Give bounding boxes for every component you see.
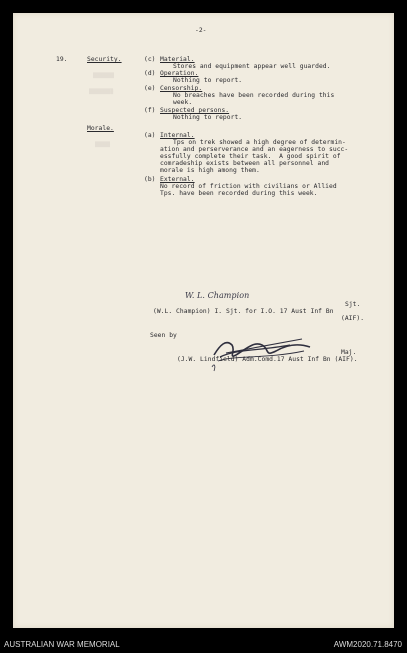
morale-item-b-text-2: Tps. have been recorded during this week.	[160, 190, 318, 197]
morale-item-a-text-5: morale is high among them.	[160, 167, 260, 174]
margin-stamp: ▒▒▒▒▒	[95, 142, 111, 148]
page-number: -2-	[195, 27, 207, 34]
security-item-c-title: Material.	[160, 56, 195, 63]
security-item-f-title: Suspected persons.	[160, 107, 230, 114]
paragraph-number: 19.	[56, 56, 68, 63]
archive-reference: AWM2020.71.8470	[333, 640, 402, 649]
morale-item-b-letter: (b)	[144, 176, 156, 183]
security-item-e-text-1: No breaches have been recorded during this	[173, 92, 335, 99]
security-item-e-letter: (e)	[144, 85, 156, 92]
morale-item-a-letter: (a)	[144, 132, 156, 139]
security-item-c-letter: (c)	[144, 56, 156, 63]
morale-item-a-text-4: comradeship exists between all personnel and	[160, 160, 330, 167]
morale-item-a-title: Internal.	[160, 132, 195, 139]
morale-item-b-text-1: No record of friction with civilians or Allied	[160, 183, 337, 190]
security-item-e-text-2: week.	[173, 99, 193, 106]
handwritten-signature-lindfield	[206, 325, 326, 373]
signature1-line2: (AIF).	[341, 315, 365, 322]
signature1-rank: Sjt.	[345, 301, 361, 308]
security-item-c-text: Stores and equipment appear well guarded.	[173, 63, 331, 70]
morale-item-a-text-3: essfully complete their task. A good spirit of	[160, 153, 341, 160]
morale-heading: Morale.	[87, 125, 114, 132]
signature2-rank: Maj.	[341, 349, 357, 356]
security-item-f-letter: (f)	[144, 107, 156, 114]
margin-stamp: ▒▒▒▒▒▒▒▒	[89, 89, 114, 95]
handwritten-signature-champion: W. L. Champion	[185, 291, 250, 300]
margin-stamp: ▒▒▒▒▒▒▒	[93, 73, 115, 79]
security-item-d-text: Nothing to report.	[173, 77, 243, 84]
security-item-f-text: Nothing to report.	[173, 114, 243, 121]
signature1-line1: (W.L. Champion) I. Sjt. for I.O. 17 Aust Inf Bn	[153, 308, 334, 315]
document-page	[13, 13, 394, 628]
archive-name: AUSTRALIAN WAR MEMORIAL	[4, 640, 120, 649]
signature2-line1: (J.W. Lindfield) Adm.Comd.17 Aust Inf Bn (AIF).	[177, 356, 358, 363]
morale-item-b-title: External.	[160, 176, 195, 183]
seen-by-label: Seen by	[150, 332, 177, 339]
security-heading: Security.	[87, 56, 122, 63]
morale-item-a-text-1: Tps on trek showed a high degree of determin-	[173, 139, 346, 146]
archive-footer	[0, 637, 407, 653]
morale-item-a-text-2: ation and perserverance and an eagerness to succ-	[160, 146, 349, 153]
security-item-d-letter: (d)	[144, 70, 156, 77]
security-item-d-title: Operation.	[160, 70, 199, 77]
security-item-e-title: Censorship.	[160, 85, 203, 92]
